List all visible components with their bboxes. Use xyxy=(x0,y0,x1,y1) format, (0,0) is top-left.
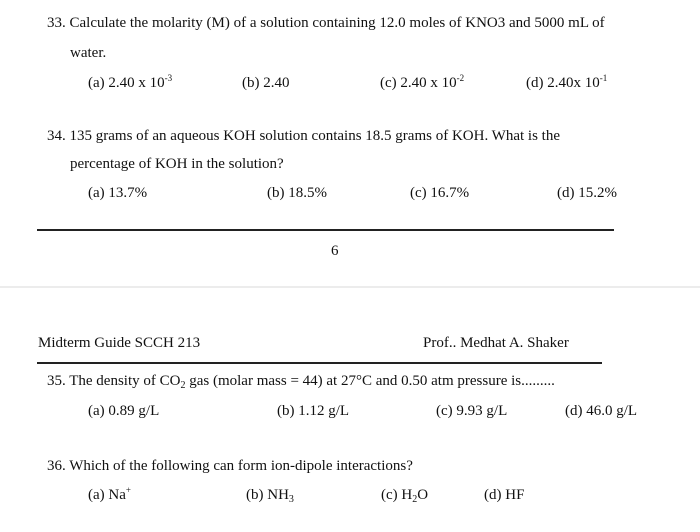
q33-option-a xyxy=(88,74,172,92)
q36-option-a-text: (a) Na xyxy=(88,487,126,503)
q36-option-b-subscript: 3 xyxy=(288,494,294,505)
q34-option-c: (c) 16.7% xyxy=(410,185,470,201)
page-number: 6 xyxy=(331,243,339,259)
q35-option-c: (c) 9.93 g/L xyxy=(436,403,508,419)
q36-text: 36. Which of the following can form ion-dipole interactions? xyxy=(47,458,413,474)
q34-text-line1: 34. 135 grams of an aqueous KOH solution contains 18.5 grams of KOH. What is the xyxy=(47,128,560,144)
q33-option-b: (b) 2.40 xyxy=(242,75,290,91)
q33-option-c-text: (c) 2.40 x 10 xyxy=(380,75,457,91)
q33-text-line2: water. xyxy=(70,45,107,61)
q34-option-a: (a) 13.7% xyxy=(88,185,148,201)
q33-option-a-exponent: -3 xyxy=(164,73,173,83)
q36-option-c xyxy=(381,486,428,504)
q36-option-a-superscript: + xyxy=(125,485,131,495)
q35-text xyxy=(47,372,555,390)
q34-option-b: (b) 18.5% xyxy=(267,185,327,201)
q34-option-d: (d) 15.2% xyxy=(557,185,617,201)
q33-text-line1: 33. Calculate the molarity (M) of a solution containing 12.0 moles of KNO3 and 5000 mL of xyxy=(47,15,605,31)
header-rule xyxy=(37,362,602,364)
q33-option-c-exponent: -2 xyxy=(456,73,465,83)
header-author: Prof.. Medhat A. Shaker xyxy=(423,335,569,351)
q33-option-c xyxy=(380,74,464,92)
q33-option-d-exponent: -1 xyxy=(599,73,608,83)
q36-option-b xyxy=(246,486,294,504)
q36-option-c-tail: O xyxy=(417,487,429,503)
page-footer-rule xyxy=(37,229,614,231)
q33-option-d-text: (d) 2.40x 10 xyxy=(526,75,600,91)
q33-option-d xyxy=(526,74,607,92)
q34-text-line2: percentage of KOH in the solution? xyxy=(70,156,284,172)
q35-option-b: (b) 1.12 g/L xyxy=(277,403,350,419)
q35-option-d: (d) 46.0 g/L xyxy=(565,403,638,419)
q36-option-a xyxy=(88,486,131,504)
q35-option-a: (a) 0.89 g/L xyxy=(88,403,160,419)
q35-text-subscript: 2 xyxy=(180,380,186,391)
q36-option-d: (d) HF xyxy=(484,487,525,503)
q35-text-b: gas (molar mass = 44) at 27°C and 0.50 atm pressure is......... xyxy=(185,373,555,389)
header-course: Midterm Guide SCCH 213 xyxy=(38,335,201,351)
q36-option-b-text: (b) NH xyxy=(246,487,289,503)
q36-option-c-text: (c) H xyxy=(381,487,413,503)
q36-option-c-subscript: 2 xyxy=(412,494,418,505)
q35-text-a: 35. The density of CO xyxy=(47,373,181,389)
q33-option-a-text: (a) 2.40 x 10 xyxy=(88,75,165,91)
